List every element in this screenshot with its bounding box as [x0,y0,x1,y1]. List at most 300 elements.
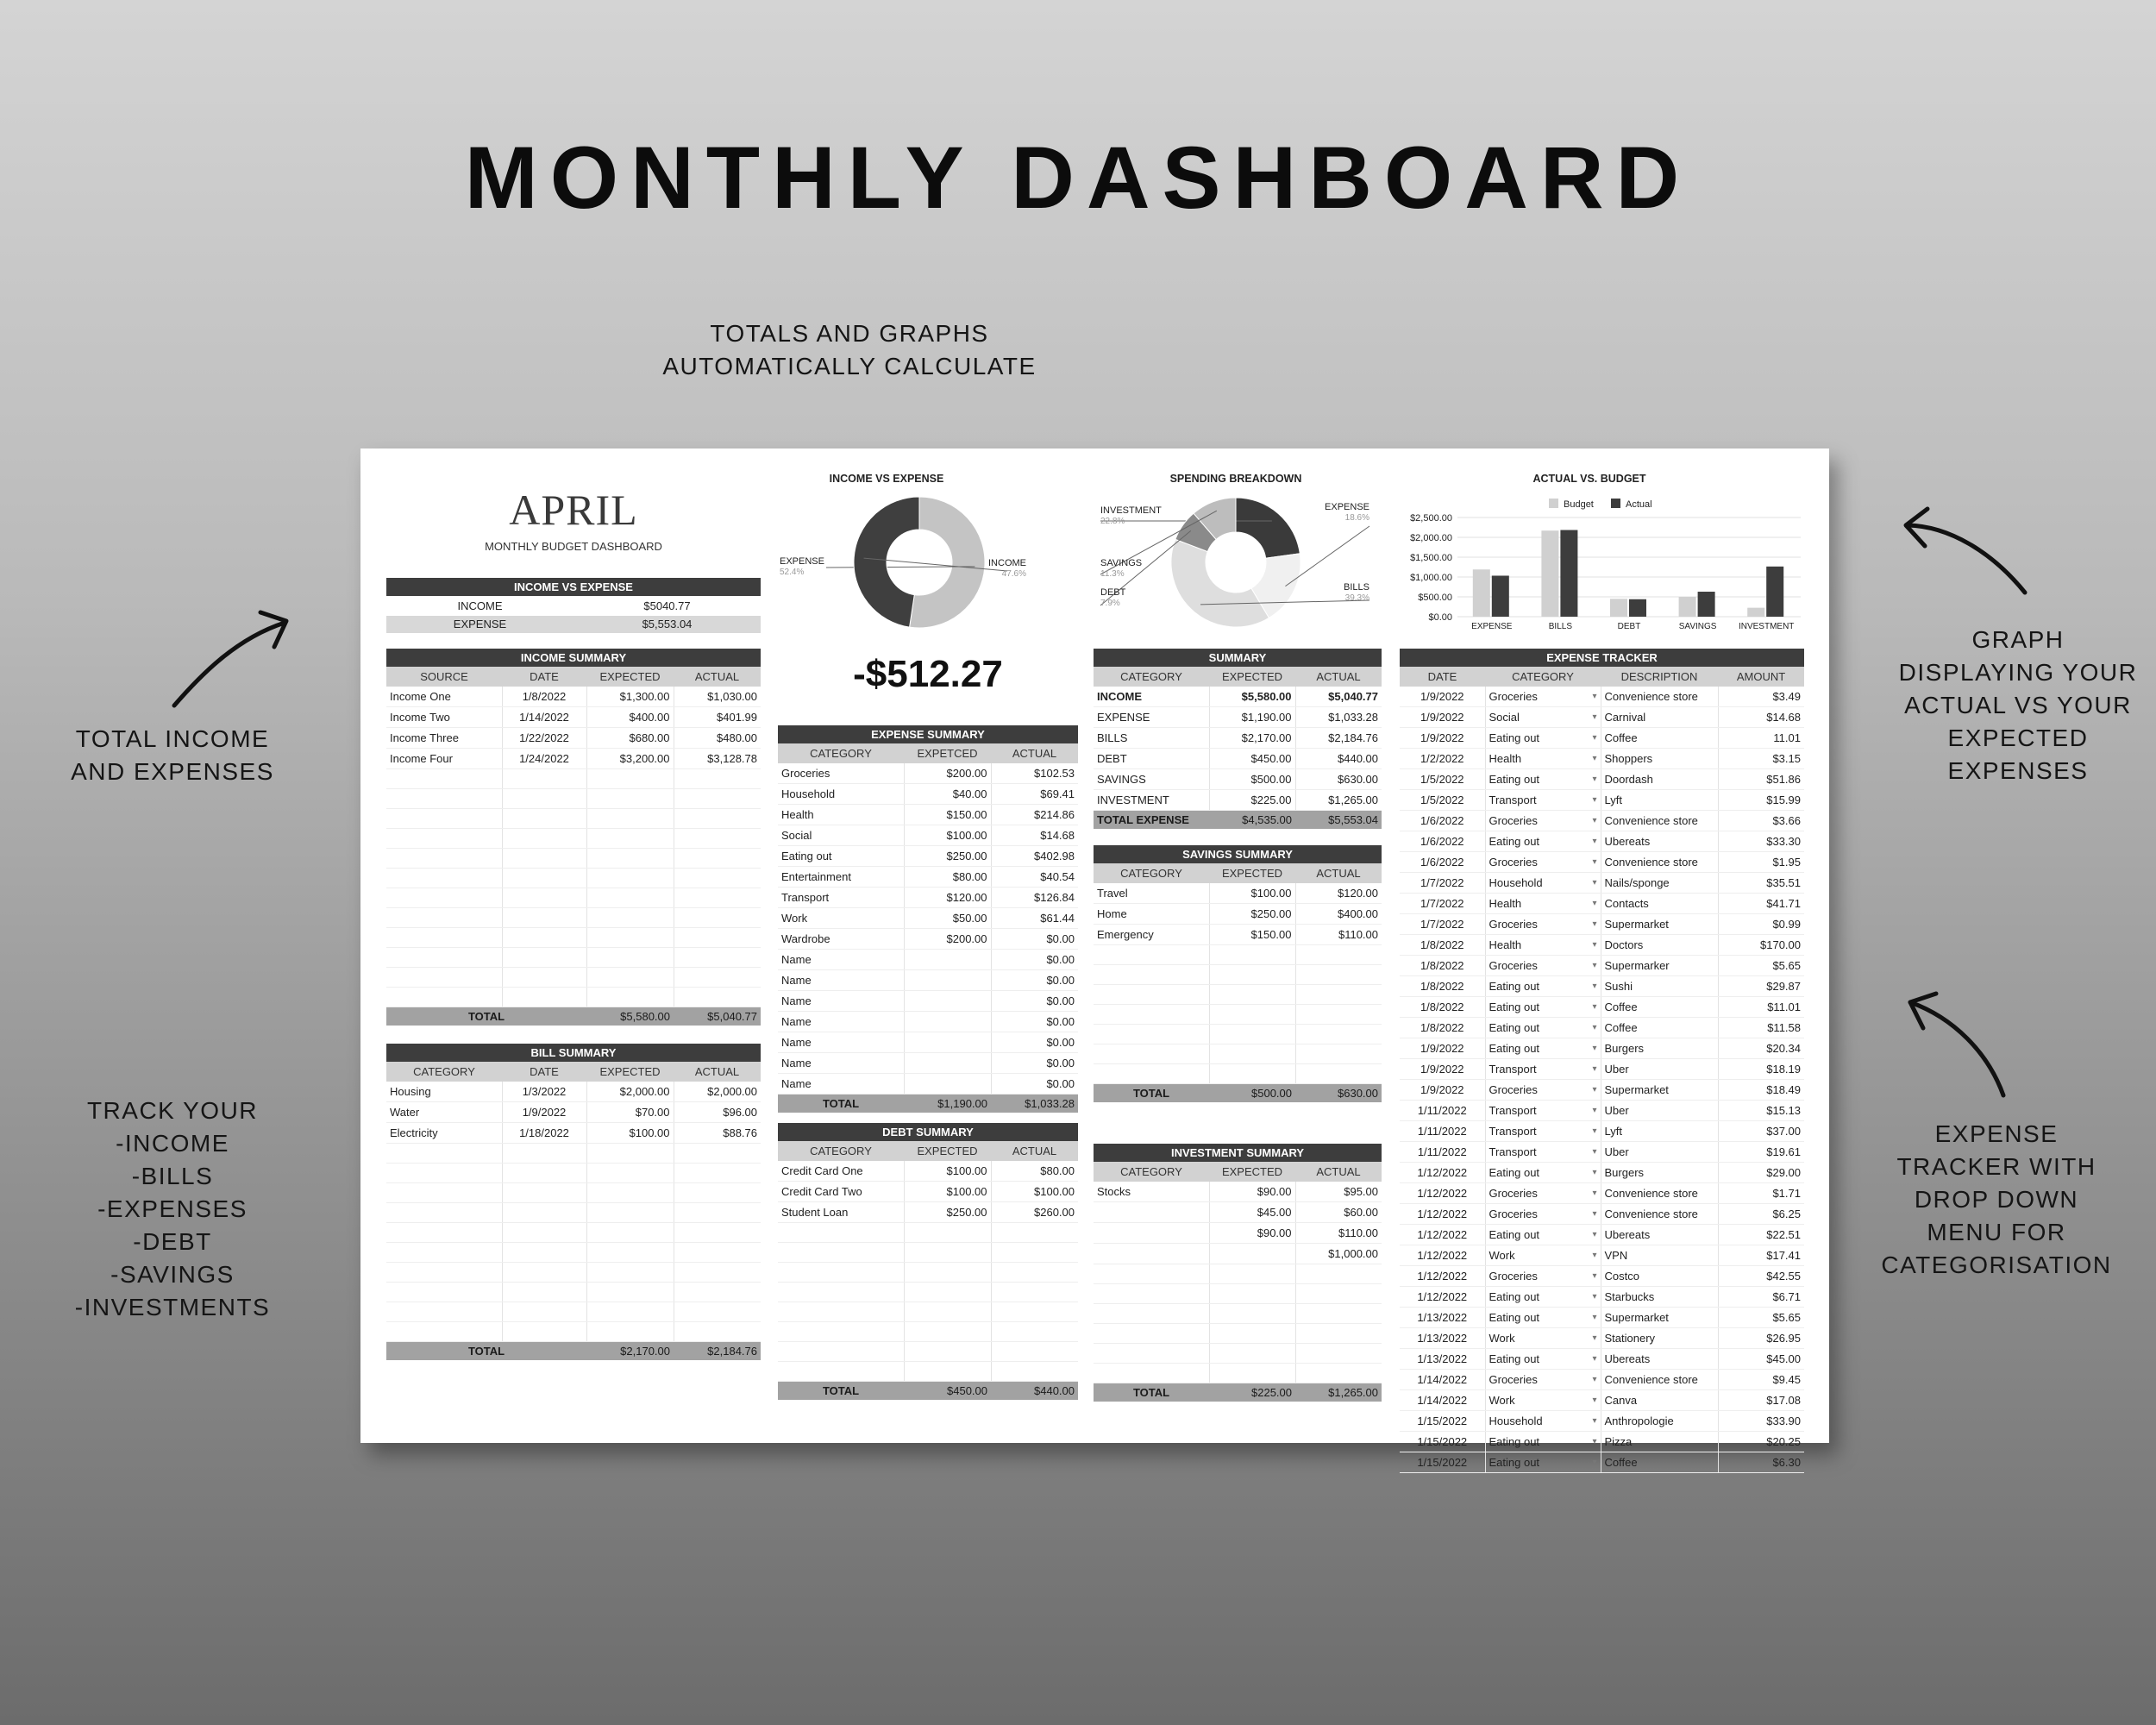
dropdown-arrow-icon[interactable]: ▾ [1592,1044,1597,1053]
category-value: Groceries [1489,1270,1538,1283]
cell [904,970,991,991]
cell-text: 1/12/2022 [1417,1187,1468,1200]
cell-text: Wardrobe [781,932,830,945]
cell [1400,707,1485,728]
cell [1601,1328,1718,1349]
note-line: MENU FOR [1927,1219,2066,1245]
cell-text: 1/6/2022 [1420,835,1464,848]
note-line: TRACK YOUR [86,1097,259,1124]
month-header [386,448,761,553]
cell [386,769,502,789]
x-tick-label: EXPENSE [1471,622,1513,631]
category-dropdown[interactable] [1485,1163,1601,1183]
cell-text: Supermarket [1604,1083,1669,1096]
total-label: TOTAL EXPENSE [1094,811,1209,830]
cell [904,1053,991,1074]
table-row [1094,1324,1382,1344]
cell [386,948,502,968]
cell-text: $6.25 [1772,1208,1801,1220]
cell [586,829,674,849]
table-row [1400,1328,1804,1349]
cell-text: $120.00 [1338,887,1378,900]
cell [1601,1018,1718,1038]
x-tick-label: DEBT [1617,622,1641,631]
cell [904,950,991,970]
cell [674,769,761,789]
cell-text: Household [781,787,836,800]
cell [1601,687,1718,707]
cell [778,991,904,1012]
cell [674,948,761,968]
category-dropdown[interactable] [1485,894,1601,914]
cell [502,869,586,888]
cell-text: $500.00 [1250,773,1292,786]
cell-text: $45.00 [1766,1352,1801,1365]
category-dropdown[interactable] [1485,1370,1601,1390]
cell-text: 1/12/2022 [1417,1249,1468,1262]
cell [502,769,586,789]
dropdown-arrow-icon[interactable]: ▾ [1592,1147,1597,1157]
dropdown-arrow-icon[interactable]: ▾ [1592,1064,1597,1074]
cell [674,1263,761,1283]
category-value: Transport [1489,1145,1537,1158]
note-line: DISPLAYING YOUR [1898,659,2138,686]
cell [1601,1080,1718,1101]
bar-actual [1629,599,1646,617]
cell-text: $480.00 [717,731,757,744]
category-dropdown[interactable] [1485,1225,1601,1245]
category-value: Groceries [1489,690,1538,703]
dropdown-arrow-icon[interactable]: ▾ [1592,919,1597,929]
cell-text: 1/15/2022 [1417,1414,1468,1427]
total-actual: $440.00 [991,1382,1078,1401]
table-row [778,1322,1078,1342]
total-expected: $5,580.00 [586,1007,674,1026]
table-row [778,888,1078,908]
dropdown-arrow-icon[interactable]: ▾ [1592,878,1597,888]
cell [991,1012,1078,1032]
cell [586,908,674,928]
cell [1601,728,1718,749]
cell-text: $150.00 [1250,928,1292,941]
cell-text: 1/15/2022 [1417,1435,1468,1448]
cell [1209,945,1295,965]
cell-text: Groceries [781,767,830,780]
cell [778,846,904,867]
savings-summary-table [1094,845,1382,1102]
cell [1400,1287,1485,1308]
dropdown-arrow-icon[interactable]: ▾ [1592,816,1597,825]
category-dropdown[interactable] [1485,769,1601,790]
cell-text: $400.00 [1338,907,1378,920]
cell [1094,1182,1209,1202]
category-dropdown[interactable] [1485,1121,1601,1142]
category-dropdown[interactable] [1485,1204,1601,1225]
column-header: CATEGORY [1120,670,1182,683]
cell [674,1183,761,1203]
cell [778,763,904,784]
dropdown-arrow-icon[interactable]: ▾ [1592,1230,1597,1239]
note-line: -EXPENSES [97,1195,248,1222]
cell-text: 1/12/2022 [1417,1208,1468,1220]
category-dropdown[interactable] [1485,1432,1601,1452]
cell [674,749,761,769]
cell [502,948,586,968]
cell-text: $33.90 [1766,1414,1801,1427]
cell [1718,914,1804,935]
dropdown-arrow-icon[interactable]: ▾ [1592,795,1597,805]
cell [1209,1284,1295,1304]
cell-text: Canva [1604,1394,1638,1407]
debt-summary-table [778,1123,1078,1400]
category-dropdown[interactable] [1485,1349,1601,1370]
dropdown-arrow-icon[interactable]: ▾ [1592,1023,1597,1032]
dropdown-arrow-icon[interactable]: ▾ [1592,1209,1597,1219]
table-title: EXPENSE SUMMARY [778,725,1078,743]
cell [1400,831,1485,852]
table-row [1400,1266,1804,1287]
note-line: TOTAL INCOME [75,725,270,752]
cell [502,968,586,988]
cell [502,728,586,749]
note-line: DROP DOWN [1914,1186,2079,1213]
cell-text: $61.44 [1040,912,1075,925]
cell [1400,1390,1485,1411]
cell [586,948,674,968]
cell-text: $0.00 [1046,1036,1075,1049]
cell [1718,852,1804,873]
cell [674,1082,761,1102]
column-header: ACTUAL [1012,747,1057,760]
cell [778,1223,904,1243]
category-value: Eating out [1489,835,1540,848]
cell [1400,1452,1485,1473]
table-row [386,829,761,849]
cell-text: $18.49 [1766,1083,1801,1096]
cell-text: $680.00 [629,731,670,744]
category-value: Eating out [1489,1290,1540,1303]
cell [991,1263,1078,1283]
cell-text: VPN [1604,1249,1628,1262]
cell-text: $110.00 [1338,928,1378,941]
category-value: Groceries [1489,856,1538,869]
cell [1209,985,1295,1005]
cell-text: 1/8/2022 [1420,980,1464,993]
cell [1601,1370,1718,1390]
category-dropdown[interactable] [1485,976,1601,997]
category-dropdown[interactable] [1485,1308,1601,1328]
dropdown-arrow-icon[interactable]: ▾ [1592,1396,1597,1405]
cell-text: $45.00 [1257,1206,1292,1219]
cell [991,763,1078,784]
slice-label: BILLS [1344,582,1369,593]
dropdown-arrow-icon[interactable]: ▾ [1592,940,1597,950]
total-label: TOTAL [778,1095,904,1113]
category-dropdown[interactable] [1485,914,1601,935]
cell-text: Name [781,1077,812,1090]
total-expected: $225.00 [1209,1383,1295,1402]
cell [502,1322,586,1342]
dropdown-arrow-icon[interactable]: ▾ [1592,1168,1597,1177]
cell [1601,873,1718,894]
cell-text: 1/8/2022 [1420,959,1464,972]
dropdown-arrow-icon[interactable]: ▾ [1592,1416,1597,1426]
cell-text: $90.00 [1257,1185,1292,1198]
table-row [778,908,1078,929]
total-row [386,1342,761,1361]
cell [1400,914,1485,935]
cell [904,1342,991,1362]
cell-text: Convenience store [1604,814,1698,827]
category-dropdown[interactable] [1485,1080,1601,1101]
dropdown-arrow-icon[interactable]: ▾ [1592,1251,1597,1260]
dropdown-arrow-icon[interactable]: ▾ [1592,961,1597,970]
dropdown-arrow-icon[interactable]: ▾ [1592,857,1597,867]
table-row [1094,904,1382,925]
column-header: EXPECTED [917,1145,978,1157]
category-dropdown[interactable] [1485,1411,1601,1432]
table-row [1400,769,1804,790]
category-dropdown[interactable] [1485,935,1601,956]
category-dropdown[interactable] [1485,997,1601,1018]
cell [1400,1101,1485,1121]
note-line: -INCOME [116,1130,229,1157]
dropdown-arrow-icon[interactable]: ▾ [1592,899,1597,908]
cell-text: Doordash [1604,773,1653,786]
dropdown-arrow-icon[interactable]: ▾ [1592,1354,1597,1364]
category-dropdown[interactable] [1485,831,1601,852]
note-totals [604,317,1095,383]
cell [1400,728,1485,749]
category-value: Eating out [1489,1000,1540,1013]
cell [1400,1059,1485,1080]
dropdown-arrow-icon[interactable]: ▾ [1592,1085,1597,1095]
cell-text: 1/13/2022 [1417,1311,1468,1324]
cell-text: $225.00 [1250,794,1292,806]
category-dropdown[interactable] [1485,1266,1601,1287]
dropdown-arrow-icon[interactable]: ▾ [1592,837,1597,846]
dropdown-arrow-icon[interactable]: ▾ [1592,1002,1597,1012]
cell-text: Income Four [390,752,453,765]
cell-text: Burgers [1604,1042,1645,1055]
category-dropdown[interactable] [1485,1390,1601,1411]
cell [502,789,586,809]
dropdown-arrow-icon[interactable]: ▾ [1592,1313,1597,1322]
category-dropdown[interactable] [1485,687,1601,707]
cell [386,1123,502,1144]
cell [674,968,761,988]
cell-text: $214.86 [1034,808,1075,821]
dropdown-arrow-icon[interactable]: ▾ [1592,1333,1597,1343]
table-row [778,1283,1078,1302]
cell-text: $2,000.00 [619,1085,670,1098]
dropdown-arrow-icon[interactable]: ▾ [1592,692,1597,701]
note-line: TRACKER WITH [1896,1153,2096,1180]
cell-text: $0.00 [1046,1077,1075,1090]
cell [674,888,761,908]
cell-text: $200.00 [946,932,987,945]
cell [991,1182,1078,1202]
table-row [1400,1452,1804,1473]
dropdown-arrow-icon[interactable]: ▾ [1592,1437,1597,1446]
cell [1601,1225,1718,1245]
cell [1601,811,1718,831]
cell [991,1302,1078,1322]
cell [904,867,991,888]
column-header: ACTUAL [1316,670,1361,683]
dropdown-arrow-icon[interactable]: ▾ [1592,1126,1597,1136]
dropdown-arrow-icon[interactable]: ▾ [1592,733,1597,743]
cell [674,1164,761,1183]
category-dropdown[interactable] [1485,1452,1601,1473]
cell [386,1263,502,1283]
table-row [386,789,761,809]
cell [1718,811,1804,831]
dropdown-arrow-icon[interactable]: ▾ [1592,712,1597,722]
cell [674,789,761,809]
dropdown-arrow-icon[interactable]: ▾ [1592,1271,1597,1281]
table-row [1094,1264,1382,1284]
cell [586,968,674,988]
cell-text: Doctors [1604,938,1644,951]
table-row [778,1161,1078,1182]
category-dropdown[interactable] [1485,1183,1601,1204]
category-dropdown[interactable] [1485,956,1601,976]
cell [586,988,674,1007]
category-dropdown[interactable] [1485,1142,1601,1163]
cell-text: 1/8/2022 [1420,938,1464,951]
dropdown-arrow-icon[interactable]: ▾ [1592,1189,1597,1198]
slice-expense [910,497,985,628]
cell-text: $110.00 [1338,1226,1378,1239]
cell-text: $1,033.28 [1328,711,1378,724]
cell-text: $1,300.00 [619,690,670,703]
column-header: EXPETCED [917,747,978,760]
cell [904,1182,991,1202]
cell [386,869,502,888]
legend-swatch [1611,499,1620,508]
table-row [1094,728,1382,749]
cell [586,1102,674,1123]
cell [502,1203,586,1223]
cell [1601,769,1718,790]
cell [1094,1025,1209,1044]
cell [674,687,761,707]
category-dropdown[interactable] [1485,707,1601,728]
table-header-row [778,743,1078,763]
total-row [778,1382,1078,1401]
cell [1718,790,1804,811]
cell [1400,1121,1485,1142]
cell-text: 1/9/2022 [1420,1042,1464,1055]
dropdown-arrow-icon[interactable]: ▾ [1592,775,1597,784]
category-value: Groceries [1489,814,1538,827]
table-row [778,763,1078,784]
table-row [778,825,1078,846]
category-dropdown[interactable] [1485,1059,1601,1080]
note-line: TOTALS AND GRAPHS [710,320,989,347]
cell [1094,925,1209,945]
cell [1209,728,1295,749]
table-row [1400,811,1804,831]
dropdown-arrow-icon[interactable]: ▾ [1592,1375,1597,1384]
cell-text: Costco [1604,1270,1639,1283]
category-dropdown[interactable] [1485,1287,1601,1308]
cell [904,1202,991,1223]
cell [1209,1044,1295,1064]
cell [502,849,586,869]
category-dropdown[interactable] [1485,811,1601,831]
category-dropdown[interactable] [1485,1245,1601,1266]
category-dropdown[interactable] [1485,1038,1601,1059]
cell [1209,707,1295,728]
cell [1400,1183,1485,1204]
cell [674,707,761,728]
table-row [1400,935,1804,956]
category-dropdown[interactable] [1485,790,1601,811]
category-dropdown[interactable] [1485,1328,1601,1349]
column-header: ACTUAL [694,1065,740,1078]
cell-text: $69.41 [1040,787,1075,800]
dropdown-arrow-icon[interactable]: ▾ [1592,1458,1597,1467]
cell [778,1362,904,1382]
table-row [778,1074,1078,1095]
bar-budget [1541,530,1558,617]
note-line: -INVESTMENTS [74,1294,271,1320]
cell [1601,1121,1718,1142]
dropdown-arrow-icon[interactable]: ▾ [1592,754,1597,763]
cell-text: $14.68 [1766,711,1801,724]
total-actual: $1,033.28 [991,1095,1078,1113]
cell [1094,728,1209,749]
cell [778,908,904,929]
cell [1400,1328,1485,1349]
dropdown-arrow-icon[interactable]: ▾ [1592,1106,1597,1115]
cell-text: $100.00 [1034,1185,1075,1198]
cell [778,1182,904,1202]
category-dropdown[interactable] [1485,873,1601,894]
cell [1718,1059,1804,1080]
category-dropdown[interactable] [1485,728,1601,749]
category-dropdown[interactable] [1485,852,1601,873]
cell-text: Name [781,994,812,1007]
slice-label: EXPENSE [780,556,824,567]
cell [991,867,1078,888]
table-row [386,1082,761,1102]
cell [1400,749,1485,769]
cell-text: $15.13 [1766,1104,1801,1117]
table-row [386,1243,761,1263]
table-row [386,1203,761,1223]
cell [502,829,586,849]
table-row [1400,894,1804,914]
table-row [386,1164,761,1183]
table-row [1094,945,1382,965]
table-row [1400,1101,1804,1121]
cell [1601,1287,1718,1308]
dropdown-arrow-icon[interactable]: ▾ [1592,982,1597,991]
dropdown-arrow-icon[interactable]: ▾ [1592,1292,1597,1302]
table-row [1400,1121,1804,1142]
table-header-row [386,1062,761,1082]
category-dropdown[interactable] [1485,1101,1601,1121]
cell [502,687,586,707]
table-row [778,867,1078,888]
category-dropdown[interactable] [1485,749,1601,769]
cell-text: $60.00 [1344,1206,1378,1219]
category-dropdown[interactable] [1485,1018,1601,1038]
cell [1094,883,1209,904]
